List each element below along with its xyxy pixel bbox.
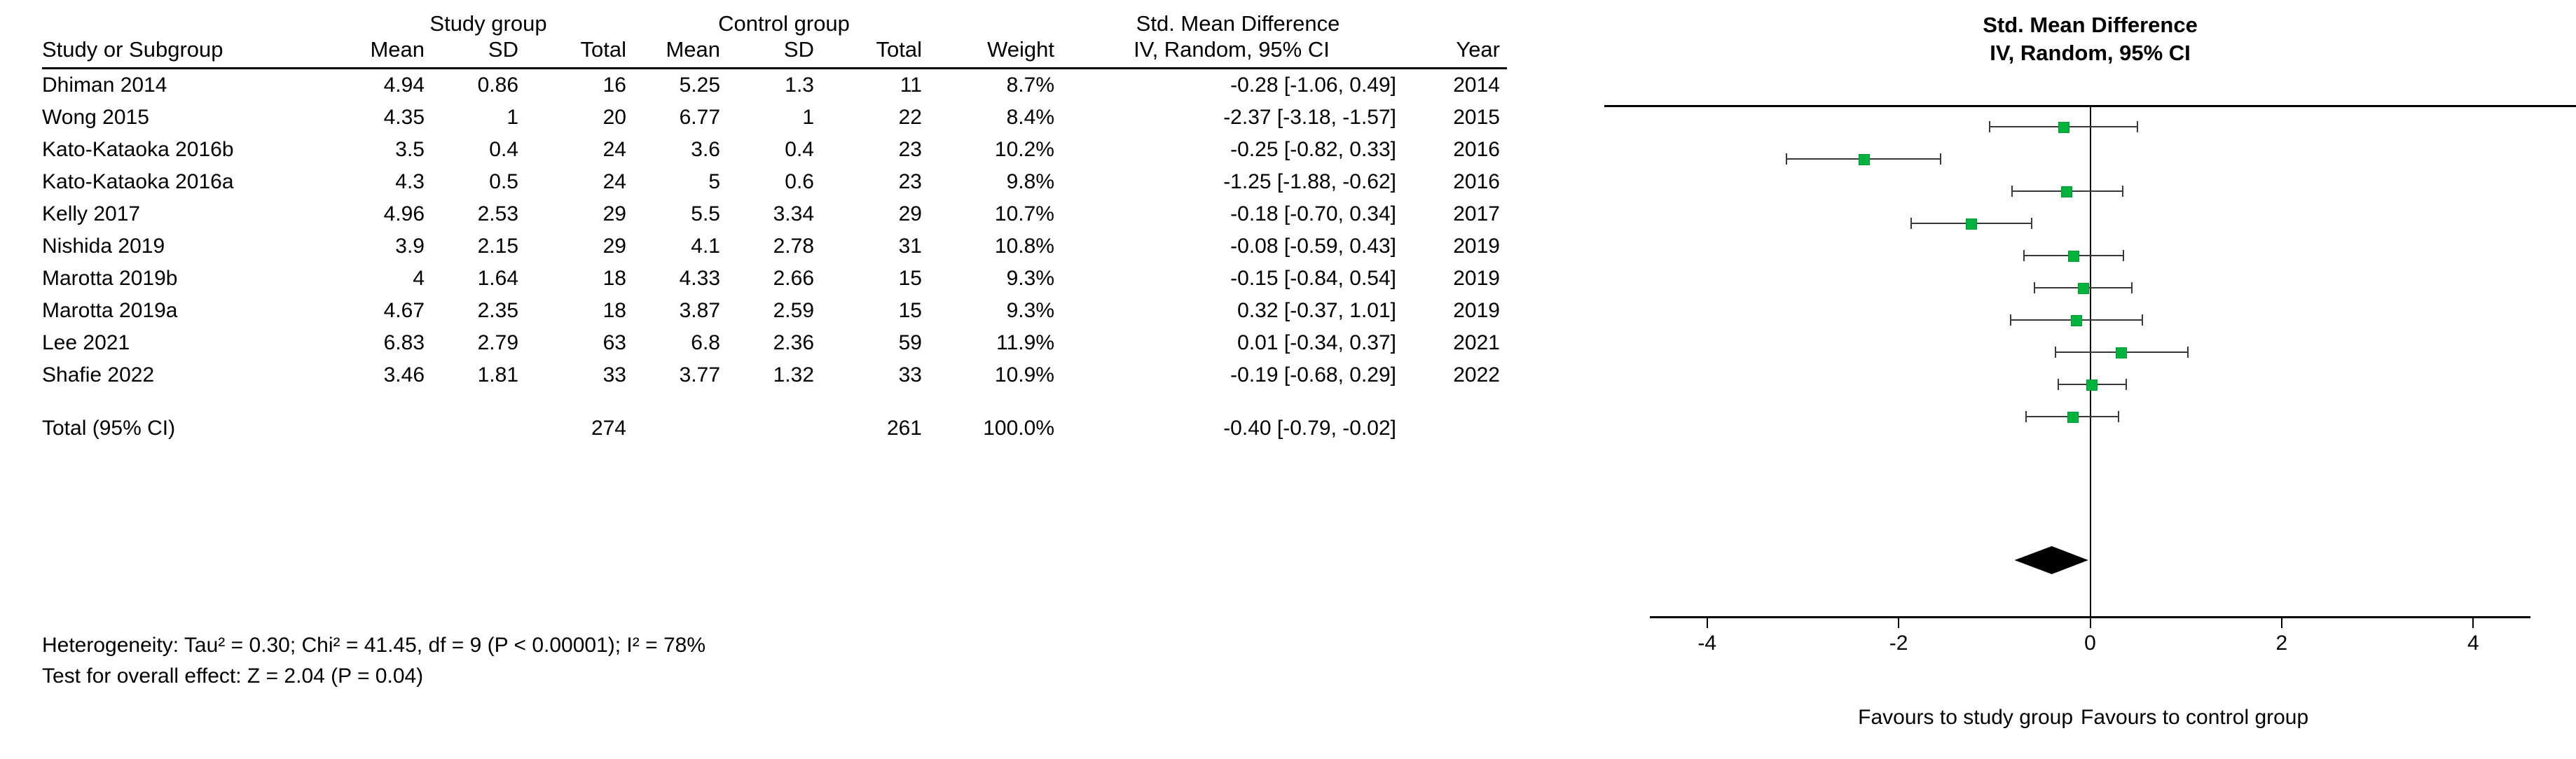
cell-ci: -1.25 [-1.88, -0.62] xyxy=(1223,170,1396,193)
cell-study: Kelly 2017 xyxy=(42,202,141,225)
cell-mean2: 3.6 xyxy=(691,138,720,161)
cell-sd2: 0.6 xyxy=(785,170,814,193)
cell-study: Shafie 2022 xyxy=(42,363,155,387)
cell-mean1: 4.94 xyxy=(383,74,425,97)
effect-marker xyxy=(2078,283,2089,294)
cell-total2: 23 xyxy=(898,170,922,193)
group-header-control: Control group xyxy=(718,11,850,36)
cell-weight: 9.8% xyxy=(1006,170,1054,193)
forest-plot-table xyxy=(42,13,1604,450)
cell-ci: -0.18 [-0.70, 0.34] xyxy=(1230,202,1396,225)
column-header-mean-control: Mean xyxy=(666,37,720,62)
cell-sd2: 2.59 xyxy=(773,299,814,322)
x-tick-label: -4 xyxy=(1697,632,1717,655)
cell-year: 2019 xyxy=(1453,267,1500,290)
cell-mean1: 3.46 xyxy=(383,363,425,387)
cell-mean2: 3.87 xyxy=(679,299,720,322)
cell-total1: 24 xyxy=(602,138,626,161)
favours-left-label: Favours to study group xyxy=(1858,706,2073,729)
cell-total1: 29 xyxy=(602,202,626,225)
cell-study: Dhiman 2014 xyxy=(42,74,167,97)
cell-year: 2022 xyxy=(1453,363,1500,387)
table-row xyxy=(42,359,1507,391)
effect-marker xyxy=(2071,315,2082,326)
ci-cap xyxy=(2031,218,2032,229)
ci-row xyxy=(1604,239,2576,272)
x-tick xyxy=(2090,618,2091,628)
column-header-weight: Weight xyxy=(987,37,1054,62)
group-header-weight-blank xyxy=(932,13,1067,39)
ci-cap xyxy=(2123,250,2124,261)
ci-row xyxy=(1604,143,2576,175)
cell-weight: 10.2% xyxy=(994,138,1054,161)
cell-ci: -0.25 [-0.82, 0.33] xyxy=(1230,138,1396,161)
cell-total2: 29 xyxy=(898,202,922,225)
total-cell-mean2 xyxy=(636,391,730,450)
ci-cap xyxy=(2122,186,2123,197)
cell-year: 2015 xyxy=(1453,106,1500,129)
cell-total1: 16 xyxy=(602,74,626,97)
cell-mean1: 3.5 xyxy=(395,138,425,161)
cell-sd1: 2.35 xyxy=(477,299,518,322)
total-cell-sd1 xyxy=(434,391,528,450)
table-row xyxy=(42,166,1507,198)
cell-ci: -0.08 [-0.59, 0.43] xyxy=(1230,235,1396,258)
table-row xyxy=(42,230,1507,263)
cell-study: Nishida 2019 xyxy=(42,235,165,258)
cell-sd1: 0.4 xyxy=(489,138,518,161)
ci-row xyxy=(1604,368,2576,401)
cell-mean1: 6.83 xyxy=(383,331,425,354)
ci-cap xyxy=(2142,314,2143,326)
x-tick xyxy=(1898,618,1899,628)
cell-year: 2014 xyxy=(1453,74,1500,97)
table-row xyxy=(42,198,1507,230)
ci-cap xyxy=(2126,379,2127,390)
x-tick-label: 4 xyxy=(2467,632,2479,655)
cell-sd2: 2.78 xyxy=(773,235,814,258)
effect-marker xyxy=(2116,347,2127,358)
cell-total1: 20 xyxy=(602,106,626,129)
ci-cap xyxy=(1910,218,1912,229)
table-body xyxy=(42,69,1507,451)
plot-subtitle: IV, Random, 95% CI xyxy=(1990,41,2191,65)
overall-effect-note: Test for overall effect: Z = 2.04 (P = 0.04) xyxy=(42,664,424,688)
total-cell-study: Total (95% CI) xyxy=(42,417,176,440)
cell-sd1: 0.5 xyxy=(489,170,518,193)
cell-sd2: 2.36 xyxy=(773,331,814,354)
effect-marker xyxy=(1859,154,1870,165)
total-cell-weight: 100.0% xyxy=(983,417,1054,440)
cell-mean2: 4.33 xyxy=(679,267,720,290)
cell-study: Wong 2015 xyxy=(42,106,149,129)
x-tick-label: -2 xyxy=(1889,632,1908,655)
cell-sd2: 1.32 xyxy=(773,363,814,387)
cell-weight: 10.9% xyxy=(994,363,1054,387)
ci-cap xyxy=(2187,347,2189,358)
total-cell-total2: 261 xyxy=(886,417,922,440)
statistics-notes xyxy=(42,630,705,691)
x-tick-label: 0 xyxy=(2084,632,2096,655)
ci-cap xyxy=(1940,153,1941,165)
ci-cap xyxy=(2137,121,2138,132)
ci-cap xyxy=(1989,121,1990,132)
column-header-year: Year xyxy=(1456,37,1500,62)
cell-total2: 15 xyxy=(898,267,922,290)
cell-mean1: 3.9 xyxy=(395,235,425,258)
cell-ci: -2.37 [-3.18, -1.57] xyxy=(1223,106,1396,129)
plot-title: Std. Mean Difference xyxy=(1983,13,2198,37)
cell-total2: 11 xyxy=(900,74,922,97)
ci-cap xyxy=(2118,411,2119,422)
group-header-year-blank xyxy=(1409,13,1507,39)
cell-sd2: 0.4 xyxy=(785,138,814,161)
cell-weight: 10.8% xyxy=(994,235,1054,258)
cell-mean2: 6.77 xyxy=(679,106,720,129)
column-header-total-control: Total xyxy=(876,37,922,62)
total-cell-mean1 xyxy=(340,391,434,450)
column-header-study: Study or Subgroup xyxy=(42,37,223,62)
ci-cap xyxy=(1786,153,1787,165)
column-header-sd-control: SD xyxy=(783,37,814,62)
header-rule xyxy=(42,63,1507,69)
total-cell-ci: -0.40 [-0.79, -0.02] xyxy=(1223,417,1396,440)
ci-cap xyxy=(2131,282,2133,293)
cell-total1: 63 xyxy=(602,331,626,354)
cell-total2: 23 xyxy=(898,138,922,161)
ci-cap xyxy=(2055,347,2056,358)
cell-sd1: 2.15 xyxy=(477,235,518,258)
ci-row xyxy=(1604,111,2576,143)
cell-ci: 0.01 [-0.34, 0.37] xyxy=(1237,331,1396,354)
cell-study: Marotta 2019a xyxy=(42,299,178,322)
cell-mean1: 4.3 xyxy=(395,170,425,193)
cell-weight: 9.3% xyxy=(1006,299,1054,322)
ci-row xyxy=(1604,207,2576,239)
cell-study: Lee 2021 xyxy=(42,331,130,354)
table-total-row xyxy=(42,391,1507,450)
cell-sd2: 3.34 xyxy=(773,202,814,225)
x-tick xyxy=(1707,618,1708,628)
cell-total1: 18 xyxy=(602,267,626,290)
cell-sd1: 1.81 xyxy=(477,363,518,387)
column-header-row xyxy=(42,39,1507,63)
cell-sd1: 1 xyxy=(507,106,518,129)
effect-marker xyxy=(2067,412,2079,423)
total-diamond xyxy=(1604,539,2576,581)
cell-mean2: 6.8 xyxy=(691,331,720,354)
cell-mean2: 5 xyxy=(708,170,720,193)
cell-year: 2017 xyxy=(1453,202,1500,225)
ci-row xyxy=(1604,304,2576,336)
cell-mean2: 5.25 xyxy=(679,74,720,97)
ci-cap xyxy=(2034,282,2035,293)
cell-year: 2019 xyxy=(1453,299,1500,322)
table-row xyxy=(42,69,1507,102)
table-row xyxy=(42,102,1507,134)
cell-sd1: 1.64 xyxy=(477,267,518,290)
cell-study: Kato-Kataoka 2016b xyxy=(42,138,234,161)
cell-mean2: 3.77 xyxy=(679,363,720,387)
group-header-row xyxy=(42,13,1507,39)
cell-total2: 59 xyxy=(898,331,922,354)
group-header-study: Study group xyxy=(429,11,547,36)
cell-study: Marotta 2019b xyxy=(42,267,178,290)
cell-year: 2019 xyxy=(1453,235,1500,258)
column-header-mean-study: Mean xyxy=(370,37,425,62)
cell-mean1: 4.67 xyxy=(383,299,425,322)
column-header-total-study: Total xyxy=(580,37,626,62)
cell-weight: 11.9% xyxy=(996,331,1054,354)
cell-sd1: 0.86 xyxy=(477,74,518,97)
ci-cap xyxy=(2010,314,2011,326)
x-tick xyxy=(2472,618,2474,628)
cell-year: 2016 xyxy=(1453,138,1500,161)
total-cell-total1: 274 xyxy=(591,417,626,440)
table-row xyxy=(42,295,1507,327)
cell-year: 2016 xyxy=(1453,170,1500,193)
cell-study: Kato-Kataoka 2016a xyxy=(42,170,234,193)
forest-plot-panel xyxy=(1604,0,2576,759)
table-row xyxy=(42,134,1507,166)
cell-mean1: 4.35 xyxy=(383,106,425,129)
table-row xyxy=(42,263,1507,295)
cell-total1: 29 xyxy=(602,235,626,258)
group-header-blank xyxy=(42,13,340,39)
cell-sd2: 2.66 xyxy=(773,267,814,290)
total-cell-sd2 xyxy=(730,391,824,450)
table-row xyxy=(42,327,1507,359)
cell-sd1: 2.53 xyxy=(477,202,518,225)
heterogeneity-note: Heterogeneity: Tau² = 0.30; Chi² = 41.45, df = 9 (P < 0.00001); I² = 78% xyxy=(42,634,705,657)
meta-analysis-table xyxy=(42,13,1507,450)
cell-sd2: 1 xyxy=(802,106,814,129)
effect-marker xyxy=(1966,218,1977,230)
cell-total2: 22 xyxy=(898,106,922,129)
cell-ci: 0.32 [-0.37, 1.01] xyxy=(1237,299,1396,322)
column-header-sd-study: SD xyxy=(488,37,518,62)
cell-weight: 8.4% xyxy=(1006,106,1054,129)
ci-cap xyxy=(2011,186,2013,197)
cell-total2: 31 xyxy=(898,235,922,258)
ci-cap xyxy=(2025,411,2027,422)
effect-marker xyxy=(2086,380,2098,391)
effect-marker xyxy=(2061,186,2072,197)
ci-cap xyxy=(2058,379,2059,390)
total-cell-year xyxy=(1409,391,1507,450)
x-tick-label: 2 xyxy=(2275,632,2288,655)
cell-ci: -0.19 [-0.68, 0.29] xyxy=(1230,363,1396,387)
ci-row xyxy=(1604,401,2576,433)
ci-row xyxy=(1604,336,2576,368)
cell-sd1: 2.79 xyxy=(477,331,518,354)
cell-mean2: 4.1 xyxy=(691,235,720,258)
x-tick xyxy=(2281,618,2282,628)
effect-marker xyxy=(2058,122,2069,133)
ci-row xyxy=(1604,272,2576,304)
cell-total2: 15 xyxy=(898,299,922,322)
ci-cap xyxy=(2023,250,2025,261)
cell-weight: 8.7% xyxy=(1006,74,1054,97)
cell-weight: 10.7% xyxy=(994,202,1054,225)
cell-mean1: 4.96 xyxy=(383,202,425,225)
cell-total1: 33 xyxy=(602,363,626,387)
effect-marker xyxy=(2068,251,2079,262)
cell-ci: -0.15 [-0.84, 0.54] xyxy=(1230,267,1396,290)
cell-year: 2021 xyxy=(1453,331,1500,354)
cell-ci: -0.28 [-1.06, 0.49] xyxy=(1230,74,1396,97)
group-header-effect: Std. Mean Difference xyxy=(1136,11,1340,36)
cell-sd2: 1.3 xyxy=(785,74,814,97)
cell-total1: 18 xyxy=(602,299,626,322)
cell-mean1: 4 xyxy=(413,267,425,290)
cell-total2: 33 xyxy=(898,363,922,387)
favours-right-label: Favours to control group xyxy=(2081,706,2309,729)
cell-weight: 9.3% xyxy=(1006,267,1054,290)
ci-row xyxy=(1604,175,2576,207)
cell-total1: 24 xyxy=(602,170,626,193)
cell-mean2: 5.5 xyxy=(691,202,720,225)
column-header-ci: IV, Random, 95% CI xyxy=(1134,37,1330,62)
